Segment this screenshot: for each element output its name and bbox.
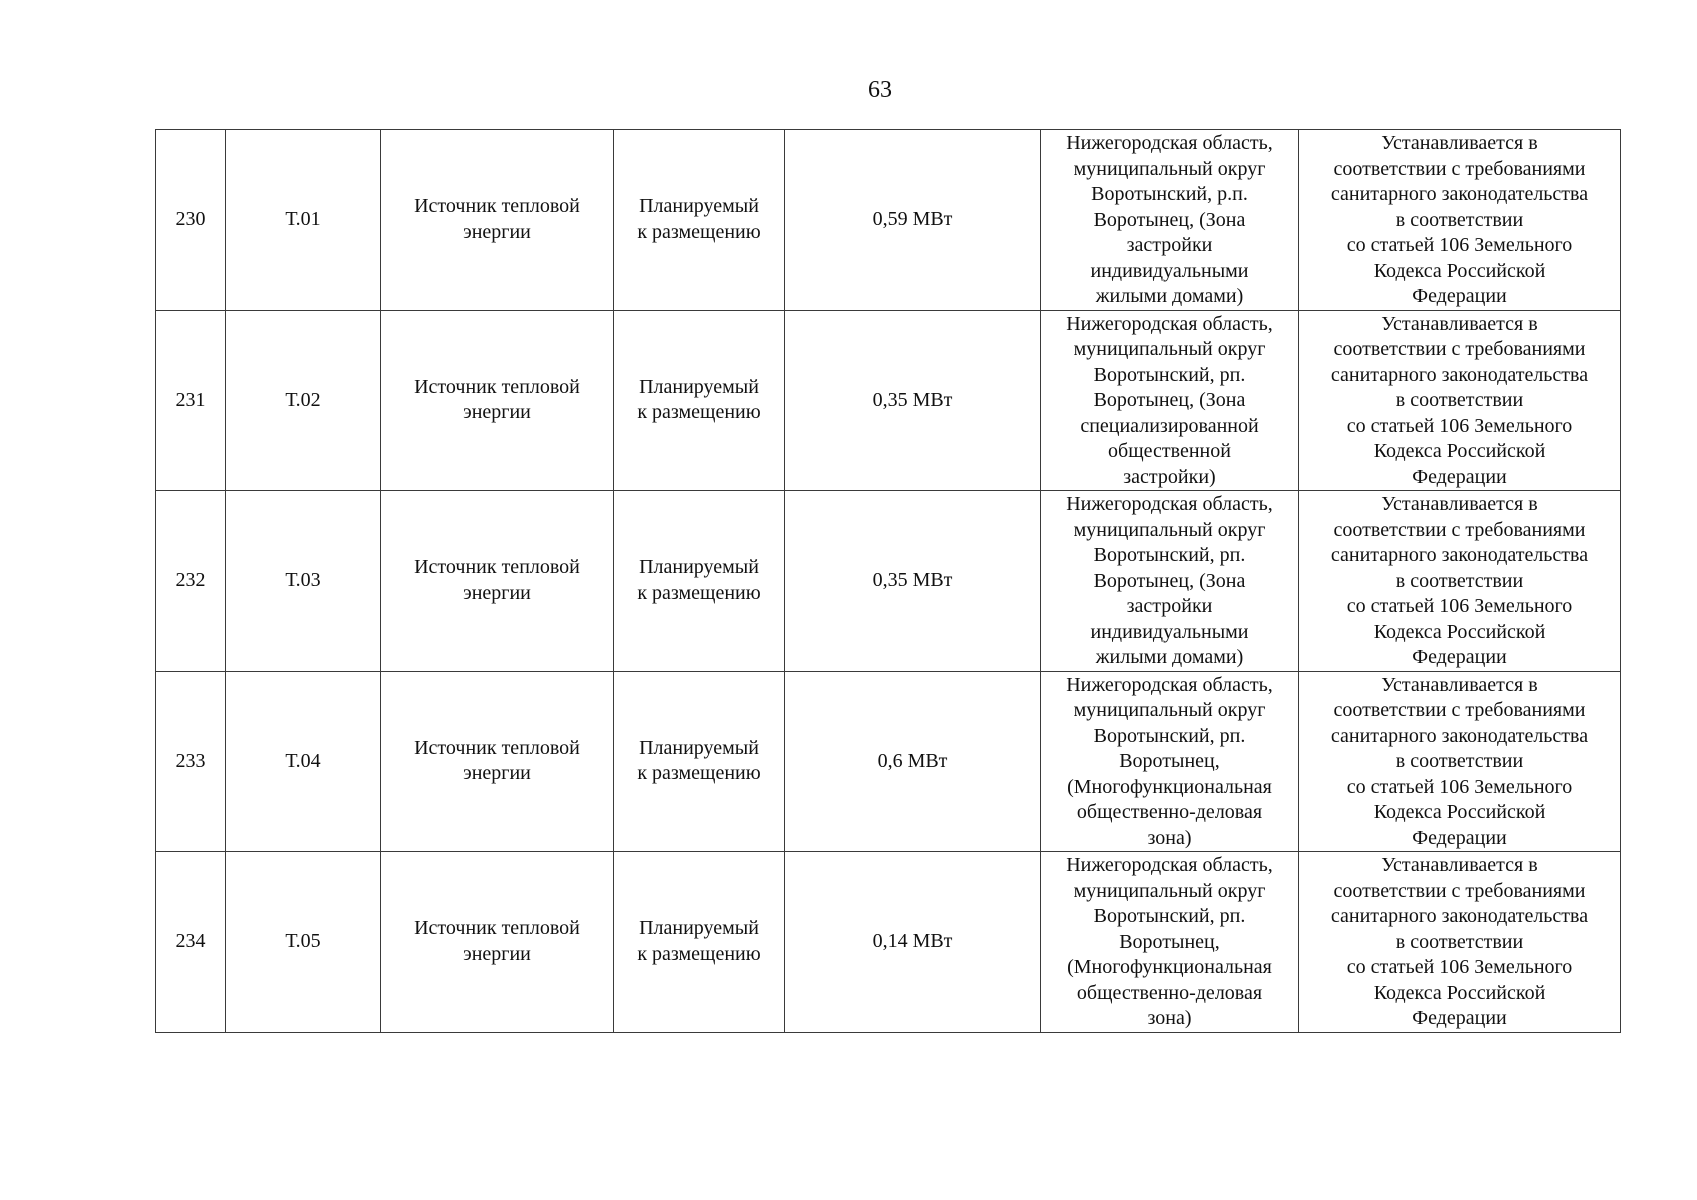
row-number: 234 [175, 930, 206, 952]
object-name-cell [381, 852, 614, 1033]
object-code-cell [226, 852, 381, 1033]
object-code: Т.02 [285, 388, 321, 411]
object-status: Планируемый к размещению [637, 375, 761, 424]
protection-zone-text: Устанавливается в соответствии с требованиями санитарного законодательства в соответствии со статьей 106 Земельного Кодекса Российской Федерации [1330, 673, 1589, 849]
object-name: Источник тепловой энергии [414, 556, 580, 604]
object-status: Планируемый к размещению [637, 195, 761, 243]
protection-zone-text: Устанавливается в соответствии с требованиями санитарного законодательства в соответствии со статьей 106 Земельного Кодекса Российской Федерации [1330, 312, 1589, 488]
row-number: 230 [175, 208, 206, 230]
object-status-cell [614, 671, 785, 852]
zone-cell [1299, 671, 1621, 852]
row-number-cell [156, 491, 226, 672]
object-name-cell [381, 671, 614, 852]
zone-cell [1299, 852, 1621, 1033]
location-text: Нижегородская область, муниципальный округ Воротынский, рп. Воротынец, (Многофункциональная общественно-деловая зона) [1066, 673, 1273, 849]
row-number: 231 [175, 388, 206, 411]
capacity-cell [785, 310, 1041, 491]
capacity-cell [785, 491, 1041, 672]
protection-zone-text: Устанавливается в соответствии с требованиями санитарного законодательства в соответствии со статьей 106 Земельного Кодекса Российской Федерации [1330, 493, 1589, 668]
location-text: Нижегородская область, муниципальный округ Воротынский, р.п. Воротынец, (Зона застройки индивидуальными жилыми домами) [1066, 132, 1273, 307]
object-status-cell [614, 130, 785, 311]
capacity-value: 0,6 МВт [877, 749, 948, 772]
object-code-cell [226, 671, 381, 852]
object-status-cell [614, 852, 785, 1033]
table-row [156, 852, 1621, 1033]
capacity-value: 0,35 МВт [872, 569, 953, 591]
table-row [156, 671, 1621, 852]
protection-zone-text: Устанавливается в соответствии с требованиями санитарного законодательства в соответствии со статьей 106 Земельного Кодекса Российской Федерации [1330, 132, 1589, 307]
protection-zone-text: Устанавливается в соответствии с требованиями санитарного законодательства в соответствии со статьей 106 Земельного Кодекса Российской Федерации [1330, 854, 1589, 1029]
location-cell [1041, 130, 1299, 311]
object-status-cell [614, 491, 785, 672]
page-number: 63 [868, 77, 892, 103]
object-code: Т.03 [285, 569, 321, 591]
object-code-cell [226, 310, 381, 491]
location-cell [1041, 310, 1299, 491]
capacity-value: 0,14 МВт [872, 930, 953, 952]
location-text: Нижегородская область, муниципальный округ Воротынский, рп. Воротынец, (Зона специализированной общественной застройки) [1066, 312, 1273, 488]
row-number-cell [156, 130, 226, 311]
object-code-cell [226, 491, 381, 672]
table-row [156, 130, 1621, 311]
capacity-value: 0,59 МВт [872, 208, 953, 230]
table-row [156, 310, 1621, 491]
facilities-table [155, 129, 1621, 1033]
location-cell [1041, 671, 1299, 852]
object-name: Источник тепловой энергии [414, 195, 580, 243]
location-cell [1041, 852, 1299, 1033]
zone-cell [1299, 491, 1621, 672]
object-code: Т.01 [285, 208, 321, 230]
object-code-cell [226, 130, 381, 311]
object-name: Источник тепловой энергии [414, 917, 580, 965]
object-code: Т.05 [285, 930, 321, 952]
capacity-cell [785, 852, 1041, 1033]
object-status: Планируемый к размещению [637, 736, 761, 785]
zone-cell [1299, 130, 1621, 311]
object-code: Т.04 [285, 749, 321, 772]
object-name: Источник тепловой энергии [414, 375, 580, 424]
object-status: Планируемый к размещению [637, 917, 761, 965]
object-name-cell [381, 130, 614, 311]
location-text: Нижегородская область, муниципальный округ Воротынский, рп. Воротынец, (Многофункциональная общественно-деловая зона) [1066, 854, 1273, 1029]
object-name: Источник тепловой энергии [414, 736, 580, 785]
object-status-cell [614, 310, 785, 491]
row-number-cell [156, 310, 226, 491]
row-number-cell [156, 852, 226, 1033]
location-text: Нижегородская область, муниципальный округ Воротынский, рп. Воротынец, (Зона застройки индивидуальными жилыми домами) [1066, 493, 1273, 668]
object-status: Планируемый к размещению [637, 556, 761, 604]
object-name-cell [381, 491, 614, 672]
capacity-value: 0,35 МВт [872, 388, 953, 411]
capacity-cell [785, 130, 1041, 311]
capacity-cell [785, 671, 1041, 852]
location-cell [1041, 491, 1299, 672]
table-row [156, 491, 1621, 672]
zone-cell [1299, 310, 1621, 491]
row-number-cell [156, 671, 226, 852]
row-number: 232 [175, 569, 206, 591]
row-number: 233 [175, 749, 206, 772]
object-name-cell [381, 310, 614, 491]
